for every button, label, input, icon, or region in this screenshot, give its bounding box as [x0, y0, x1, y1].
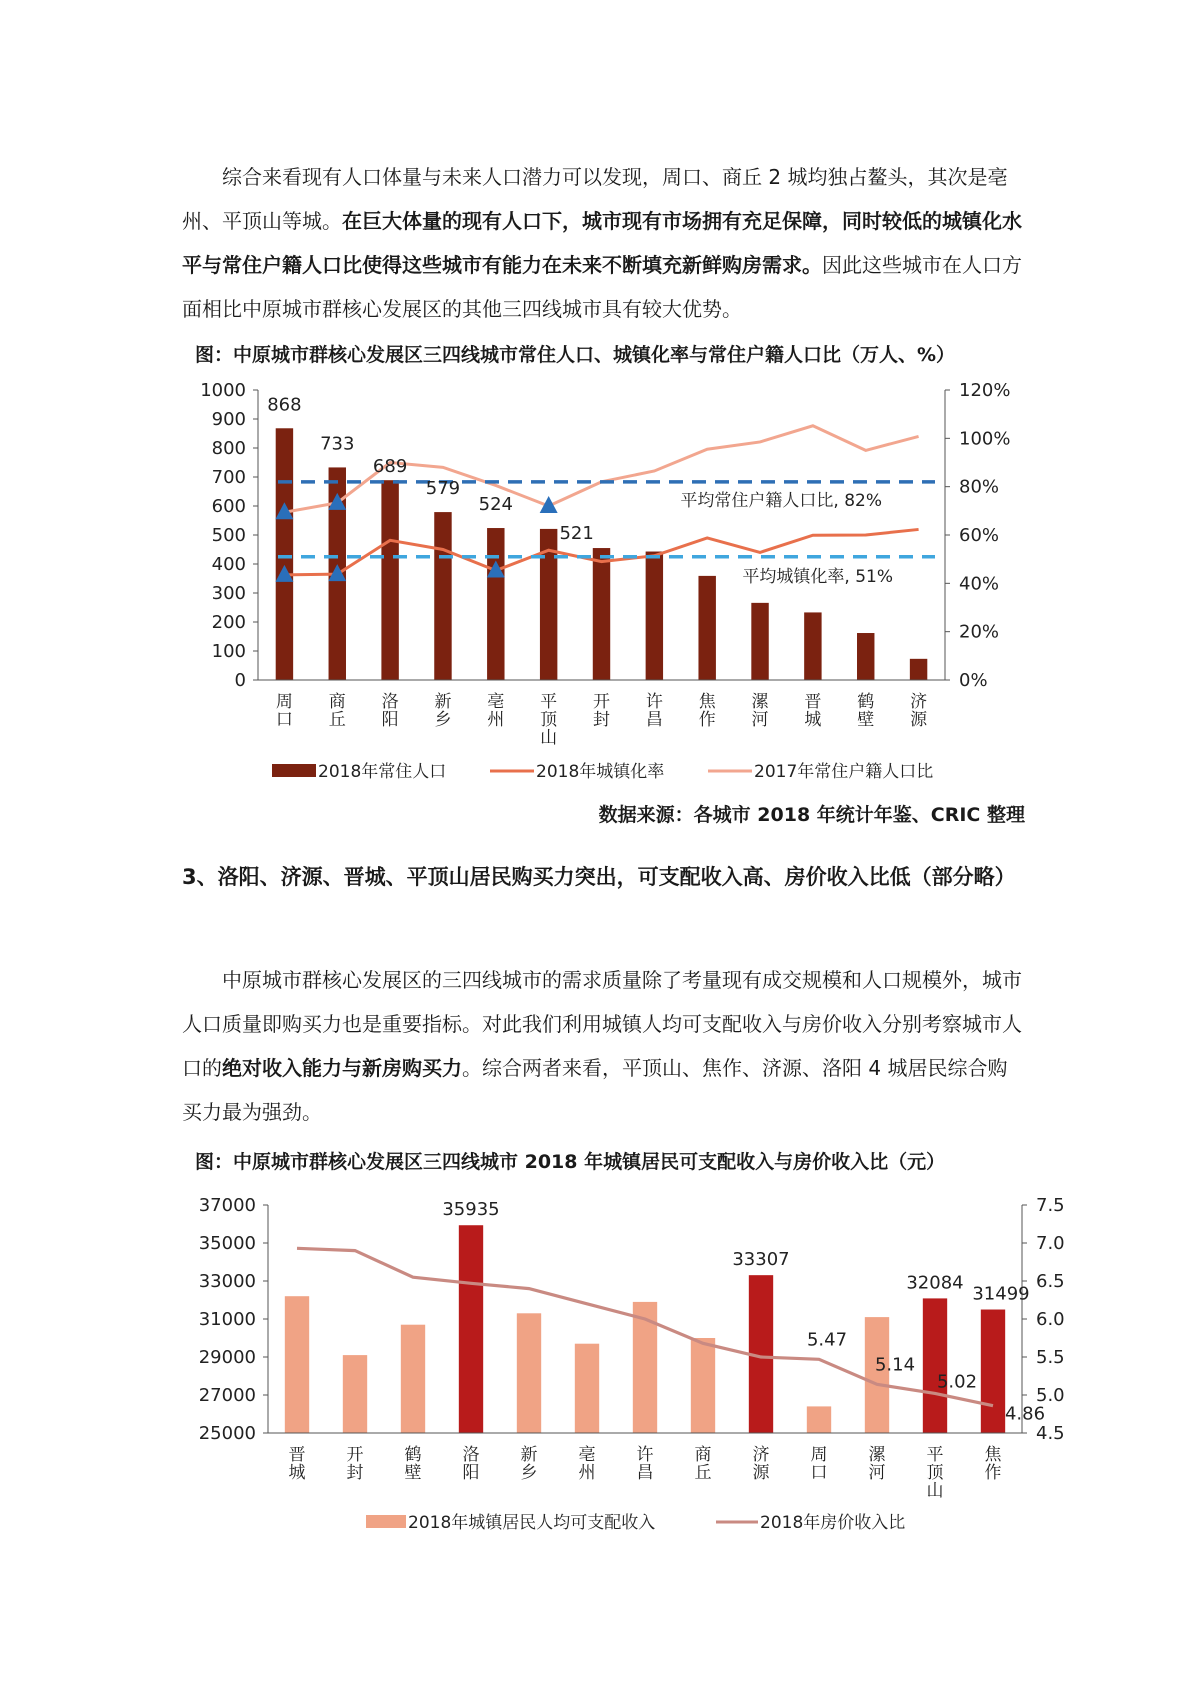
- chart1-caption: 图：中原城市群核心发展区三四线城市常住人口、城镇化率与常住户籍人口比（万人、%）: [195, 344, 956, 366]
- chart1-bar: [804, 612, 821, 680]
- chart2-income-chart: [0, 1180, 1200, 1560]
- chart1-reference-label: 平均常住户籍人口比, 82%: [680, 490, 882, 511]
- intro-tail-text: 因此这些城市在人口方面相比中原城市群核心发展区的其他三四线城市具有较大优势。: [182, 253, 1022, 321]
- chart1-category-label-char: 焦: [698, 692, 716, 712]
- chart1-category-label-char: 济: [910, 692, 928, 712]
- section3-text-b: 。综合两者来看，平顶山、焦作、济源、洛阳 4 城居民综合购买力最为强劲。: [182, 1056, 1008, 1124]
- chart2-bar: [517, 1313, 541, 1433]
- chart1-left-tick-label: 400: [211, 554, 246, 575]
- chart2-right-tick-label: 5.0: [1036, 1385, 1065, 1406]
- chart1-category-label-char: 源: [910, 710, 928, 730]
- chart1-bar-value-label: 524: [478, 494, 513, 516]
- chart2-category-label-char: 河: [868, 1463, 886, 1483]
- chart1-category-label-char: 丘: [328, 710, 346, 730]
- chart1-category-label-char: 亳: [487, 692, 505, 712]
- chart2-category-label: [289, 1445, 306, 1483]
- chart1-reference-label: 平均城镇化率, 51%: [742, 566, 893, 587]
- chart2-bar: [343, 1355, 367, 1433]
- chart1-category-label-char: 洛: [381, 692, 399, 712]
- chart2-category-label: [463, 1445, 480, 1483]
- chart2-bar-highlight: [923, 1298, 947, 1433]
- chart2-left-tick-label: 35000: [198, 1233, 256, 1254]
- chart2-category-label: [811, 1445, 828, 1483]
- chart2-left-tick-label: 37000: [198, 1195, 256, 1216]
- section3-paragraph: [182, 958, 1025, 1134]
- chart1-right-tick-label: 80%: [959, 476, 1000, 498]
- chart1-category-label: [857, 692, 874, 730]
- chart1-legend-urbanization: 2018年城镇化率: [536, 762, 665, 782]
- chart2-right-tick-label: 4.5: [1036, 1423, 1065, 1444]
- chart2-category-label-char: 商: [694, 1445, 712, 1465]
- chart1-category-label-char: 漯: [751, 692, 769, 712]
- chart2-line-value-label: 4.86: [1004, 1403, 1046, 1425]
- chart1-category-label-char: 昌: [645, 710, 663, 730]
- chart2-category-label-char: 晋: [288, 1445, 306, 1465]
- chart2-right-tick-label: 6.5: [1036, 1271, 1065, 1292]
- chart1-left-tick-label: 500: [211, 525, 246, 546]
- chart2-category-label-char: 周: [810, 1445, 828, 1465]
- chart2-category-label-char: 山: [926, 1481, 944, 1501]
- chart2-bar: [575, 1344, 599, 1433]
- chart1-category-label: [540, 692, 558, 748]
- chart1-right-tick-label: 100%: [959, 428, 1011, 450]
- chart1-category-label: [646, 692, 663, 730]
- chart1-category-label-char: 河: [751, 710, 769, 730]
- chart2-bar: [285, 1296, 309, 1433]
- chart1-category-label-char: 许: [645, 692, 663, 712]
- chart1-category-label-char: 州: [487, 710, 505, 730]
- chart2-right-tick-label: 7.5: [1036, 1195, 1065, 1216]
- chart2-left-tick-label: 31000: [198, 1309, 256, 1330]
- chart2-bar-highlight: [459, 1225, 483, 1433]
- chart1-right-tick-label: 20%: [959, 621, 1000, 643]
- chart2-category-label: [579, 1445, 596, 1483]
- chart2-category-label-char: 城: [288, 1463, 306, 1483]
- chart2-category-label-char: 顶: [926, 1463, 944, 1483]
- chart2-category-label-char: 乡: [520, 1463, 538, 1483]
- chart2-category-label: [347, 1445, 364, 1483]
- chart1-legend-hukou: 2017年常住户籍人口比: [754, 762, 934, 782]
- chart1-left-tick-label: 200: [211, 612, 246, 633]
- intro-bold-text: 在巨大体量的现有人口下，城市现有市场拥有充足保障，同时较低的城镇化水平与常住户籍人口比使得这些城市有能力在未来不断填充新鲜购房需求。: [182, 209, 1022, 277]
- chart2-category-label: [521, 1445, 538, 1483]
- chart2-category-label: [405, 1445, 422, 1483]
- chart2-category-label-char: 壁: [404, 1463, 422, 1483]
- chart1-legend-swatch-population: [272, 764, 316, 777]
- chart1-category-label-char: 周: [275, 692, 293, 712]
- chart2-category-label: [753, 1445, 771, 1483]
- chart2-category-label-char: 新: [520, 1445, 538, 1465]
- chart2-caption: 图：中原城市群核心发展区三四线城市 2018 年城镇居民可支配收入与房价收入比（元）: [195, 1151, 946, 1173]
- intro-text: 综合来看现有人口体量与未来人口潜力可以发现，周口、商丘 2 城均独占鳌头，其次是亳州、平顶山等城。: [182, 165, 1008, 233]
- chart2-right-tick-label: 5.5: [1036, 1347, 1065, 1368]
- section3-bold-text: 绝对收入能力与新房购买力: [222, 1056, 462, 1080]
- chart1-category-label-char: 乡: [434, 710, 452, 730]
- chart1-left-tick-label: 600: [211, 496, 246, 517]
- chart2-bar-highlight: [981, 1310, 1005, 1433]
- chart1-left-tick-label: 100: [211, 641, 246, 662]
- chart1-left-tick-label: 900: [211, 409, 246, 430]
- chart1-right-tick-label: 120%: [959, 380, 1011, 401]
- chart1-left-tick-label: 700: [211, 467, 246, 488]
- chart1-category-label-char: 封: [593, 710, 610, 730]
- chart2-category-label-char: 焦: [984, 1445, 1002, 1465]
- chart1-bar-value-label: 733: [320, 433, 355, 455]
- chart1-category-label-char: 阳: [381, 710, 399, 730]
- chart1-category-label-char: 壁: [857, 710, 875, 730]
- chart2-category-label-char: 阳: [462, 1463, 480, 1483]
- chart1-right-tick-label: 0%: [959, 670, 988, 691]
- chart1-category-label: [382, 692, 399, 730]
- chart2-category-label: [985, 1445, 1003, 1483]
- chart1-source: 数据来源：各城市 2018 年统计年鉴、CRIC 整理: [598, 804, 1025, 826]
- chart2-bar-value-label: 32084: [906, 1272, 964, 1294]
- chart1-bar-value-label: 579: [425, 478, 461, 500]
- chart2-category-label-char: 济: [752, 1445, 770, 1465]
- chart1-category-label: [910, 692, 928, 730]
- chart1-left-tick-label: 1000: [200, 380, 246, 401]
- chart1-category-label: [329, 692, 346, 730]
- chart2-legend-income: 2018年城镇居民人均可支配收入: [408, 1513, 656, 1533]
- chart1-category-label-char: 山: [540, 728, 558, 748]
- chart1-category-label-char: 平: [540, 692, 558, 712]
- chart1-bar: [910, 659, 927, 680]
- chart2-line-value-label: 5.47: [806, 1329, 848, 1351]
- chart2-left-tick-label: 33000: [198, 1271, 256, 1292]
- chart1-left-tick-label: 300: [211, 583, 246, 604]
- chart2-category-label-char: 开: [346, 1445, 364, 1465]
- chart2-bar: [807, 1406, 831, 1433]
- chart1-category-label: [752, 692, 770, 730]
- chart2-category-label-char: 鹤: [404, 1445, 422, 1465]
- chart1-bar: [434, 512, 451, 680]
- chart1-bar: [646, 552, 663, 680]
- chart2-legend-ratio: 2018年房价收入比: [760, 1513, 906, 1533]
- chart1-bar: [381, 480, 398, 680]
- chart1-category-label: [434, 692, 451, 730]
- chart1-category-label-char: 鹤: [857, 692, 875, 712]
- chart1-bar: [593, 548, 610, 680]
- chart2-category-label: [927, 1445, 945, 1501]
- chart2-right-tick-label: 7.0: [1036, 1233, 1065, 1254]
- chart2-category-label-char: 洛: [462, 1445, 480, 1465]
- intro-paragraph: [182, 155, 1025, 331]
- chart2-category-label: [637, 1445, 654, 1483]
- chart1-category-label: [487, 692, 504, 730]
- chart1-category-label-char: 新: [434, 692, 452, 712]
- section3-heading: 3、洛阳、济源、晋城、平顶山居民购买力突出，可支配收入高、房价收入比低（部分略）: [182, 865, 1016, 889]
- chart2-bar: [401, 1325, 425, 1433]
- chart1-left-tick-label: 800: [211, 438, 246, 459]
- chart1-category-label: [804, 692, 821, 730]
- chart2-category-label-char: 源: [752, 1463, 770, 1483]
- chart2-left-tick-label: 25000: [198, 1423, 256, 1444]
- chart2-bar-value-label: 35935: [442, 1199, 500, 1221]
- chart2-legend-swatch-income: [366, 1515, 406, 1528]
- chart1-bar-value-label: 689: [372, 456, 408, 478]
- chart2-category-label: [869, 1445, 887, 1483]
- chart1-right-tick-label: 40%: [959, 573, 1000, 595]
- chart2-category-label-char: 漯: [868, 1445, 886, 1465]
- section3-text-a: 中原城市群核心发展区的三四线城市的需求质量除了考量现有成交规模和人口规模外，城市人口质量即购买力也是重要指标。对此我们利用城镇人均可支配收入与房价收入分别考察城市人口的: [182, 968, 1022, 1080]
- chart2-line-value-label: 5.02: [936, 1371, 978, 1393]
- chart2-bar-value-label: 33307: [732, 1249, 790, 1271]
- chart2-bar-value-label: 31499: [972, 1283, 1030, 1305]
- chart2-category-label-char: 亳: [578, 1445, 596, 1465]
- chart1-category-label: [699, 692, 717, 730]
- chart2-category-label-char: 平: [926, 1445, 944, 1465]
- chart1-legend-population: 2018年常住人口: [318, 762, 447, 782]
- chart1-category-label-char: 作: [698, 710, 716, 730]
- chart1-population-chart: [0, 375, 1200, 795]
- chart1-bar-value-label: 521: [559, 522, 594, 544]
- chart1-bar: [487, 528, 504, 680]
- chart1-category-label-char: 开: [593, 692, 610, 712]
- chart2-line-value-label: 5.14: [874, 1354, 916, 1376]
- chart1-bar: [276, 428, 293, 680]
- chart2-category-label: [695, 1445, 712, 1483]
- chart1-right-tick-label: 60%: [959, 525, 1000, 546]
- chart2-category-label-char: 州: [578, 1463, 596, 1483]
- chart2-right-tick-label: 6.0: [1036, 1309, 1065, 1330]
- chart2-category-label-char: 许: [636, 1445, 654, 1465]
- chart2-category-label-char: 丘: [694, 1463, 712, 1483]
- chart2-category-label-char: 封: [346, 1463, 364, 1483]
- chart1-category-label: [593, 692, 610, 730]
- chart2-category-label-char: 昌: [636, 1463, 654, 1483]
- chart2-category-label-char: 口: [810, 1463, 828, 1483]
- chart1-category-label-char: 口: [275, 710, 293, 730]
- chart2-left-tick-label: 27000: [198, 1385, 256, 1406]
- chart1-category-label-char: 晋: [804, 692, 822, 712]
- chart1-bar-value-label: 868: [267, 394, 302, 416]
- chart2-left-tick-label: 29000: [198, 1347, 256, 1368]
- chart1-bar: [751, 603, 768, 680]
- chart1-left-tick-label: 0: [234, 670, 246, 691]
- chart1-category-label-char: 城: [804, 710, 822, 730]
- chart1-bar: [857, 633, 874, 680]
- chart2-category-label-char: 作: [984, 1463, 1002, 1483]
- chart1-category-label-char: 顶: [540, 710, 558, 730]
- chart2-bar: [691, 1338, 715, 1433]
- chart1-category-label-char: 商: [328, 692, 346, 712]
- chart1-bar: [698, 576, 715, 680]
- chart1-category-label: [276, 692, 293, 730]
